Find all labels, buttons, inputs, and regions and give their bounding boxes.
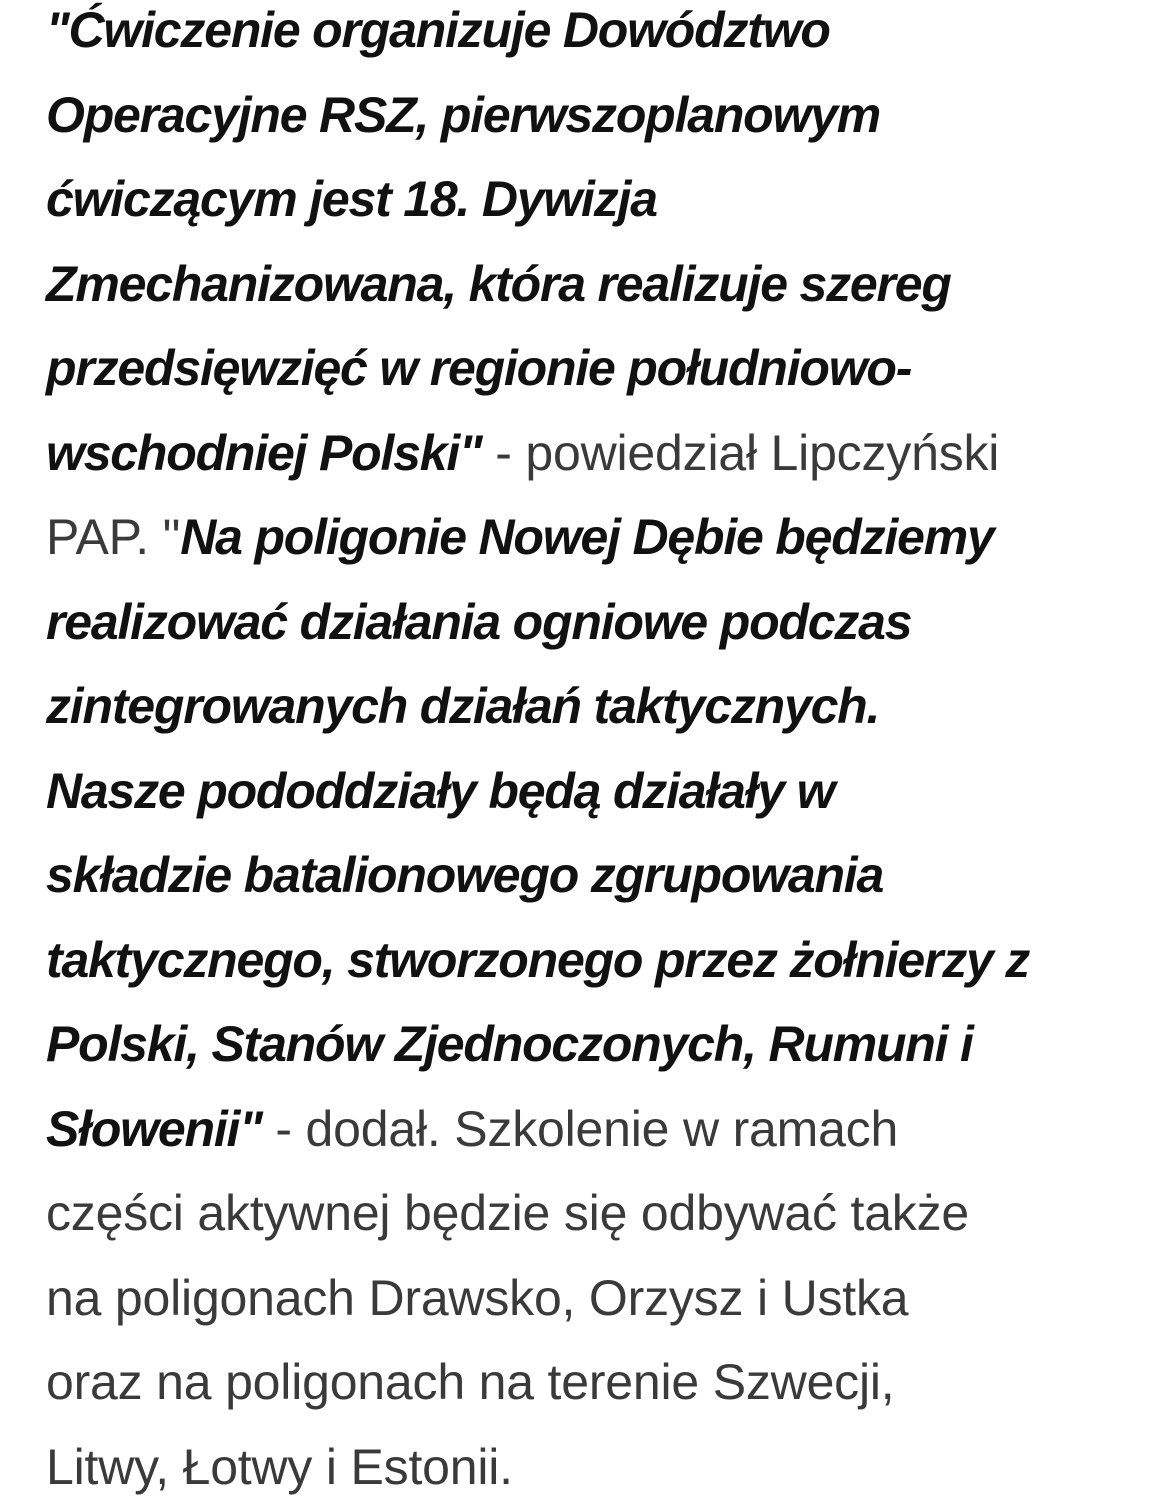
quote-text: składzie batalionowego zgrupowania: [46, 847, 883, 903]
article-line: [46, 1171, 1146, 1256]
body-text: oraz na poligonach na terenie Szwecji,: [46, 1354, 894, 1410]
quote-text: wschodniej Polski": [46, 425, 482, 481]
body-text: - powiedział Lipczyński: [482, 425, 1000, 481]
article-line: [46, 1087, 1146, 1172]
quote-text: Nasze pododdziały będą działały w: [46, 763, 834, 819]
article-line: [46, 918, 1146, 1003]
article-line: [46, 73, 1146, 158]
article-line: [46, 157, 1146, 242]
article-line: [46, 1002, 1146, 1087]
quote-text: Operacyjne RSZ, pierwszoplanowym: [46, 87, 880, 143]
article-line: [46, 242, 1146, 327]
body-text: części aktywnej będzie się odbywać także: [46, 1185, 969, 1241]
quote-text: Na poligonie Nowej Dębie będziemy: [180, 509, 993, 565]
article-line: [46, 1340, 1146, 1425]
quote-text: realizować działania ogniowe podczas: [46, 594, 911, 650]
quote-text: Zmechanizowana, która realizuje szereg: [46, 256, 951, 312]
body-text: PAP. ": [46, 509, 180, 565]
body-text: Litwy, Łotwy i Estonii.: [46, 1439, 513, 1495]
article-line: [46, 495, 1146, 580]
article-body: [46, 0, 1146, 1509]
body-text: na poligonach Drawsko, Orzysz i Ustka: [46, 1270, 908, 1326]
article-line: [46, 0, 1146, 73]
article-line: [46, 580, 1146, 665]
quote-text: Słowenii": [46, 1101, 262, 1157]
article-line: [46, 1425, 1146, 1509]
article-line: [46, 1256, 1146, 1341]
quote-text: taktycznego, stworzonego przez żołnierzy z: [46, 932, 1029, 988]
article-line: [46, 833, 1146, 918]
article-line: [46, 664, 1146, 749]
body-text: - dodał. Szkolenie w ramach: [262, 1101, 898, 1157]
quote-text: Polski, Stanów Zjednoczonych, Rumuni i: [46, 1016, 973, 1072]
article-line: [46, 411, 1146, 496]
article-line: [46, 749, 1146, 834]
quote-text: "Ćwiczenie organizuje Dowództwo: [46, 2, 830, 58]
quote-text: ćwiczącym jest 18. Dywizja: [46, 171, 657, 227]
quote-text: przedsięwzięć w regionie południowo-: [46, 340, 911, 396]
article-line: [46, 326, 1146, 411]
quote-text: zintegrowanych działań taktycznych.: [46, 678, 879, 734]
